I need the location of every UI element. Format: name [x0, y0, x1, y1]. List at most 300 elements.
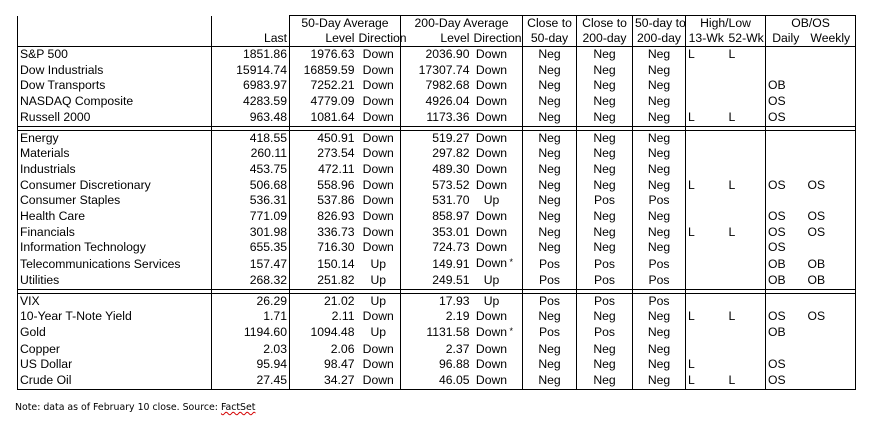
- weekly-value-text: OB: [807, 256, 826, 271]
- level200-value-text: 7982.68: [425, 78, 470, 93]
- row-name: [18, 256, 212, 273]
- wk52-value-text: L: [728, 109, 736, 124]
- row-name-text: Crude Oil: [20, 373, 72, 388]
- direction200-value: [472, 240, 523, 256]
- direction200-value-text: Down: [475, 324, 508, 339]
- close-to-50-top: Close to: [523, 16, 577, 32]
- direction200-value: [472, 256, 523, 273]
- direction50-value: [357, 342, 401, 358]
- wk13-value: [686, 256, 727, 273]
- daily-value-text: OB: [768, 325, 786, 340]
- daily-value: [766, 78, 806, 94]
- level50-value: [290, 273, 357, 289]
- direction50-value: [357, 130, 401, 146]
- last-value: [212, 357, 290, 373]
- level200-value: [401, 209, 472, 225]
- level200-value-text: 531.70: [432, 193, 470, 208]
- direction50-header: Direction: [358, 31, 407, 45]
- last-value-text: 15914.74: [236, 62, 287, 77]
- close-to-200-value-text: Pos: [594, 272, 616, 287]
- level200-value-text: 724.73: [432, 240, 470, 255]
- direction200-value: [472, 47, 523, 63]
- close-to-200-value-text: Neg: [593, 78, 616, 93]
- wk13-value: [686, 178, 727, 194]
- close-to-200-value-text: Neg: [593, 177, 616, 192]
- direction50-value: [357, 63, 401, 79]
- last-value-text: 2.03: [263, 341, 287, 356]
- level50-value: [290, 162, 357, 178]
- close-to-50-value-text: Neg: [538, 224, 561, 239]
- level50-value-text: 251.82: [317, 272, 355, 287]
- last-value: [212, 342, 290, 358]
- daily-value-text: OS: [768, 224, 786, 239]
- wk52-value: [727, 357, 766, 373]
- daily-value: [766, 309, 806, 325]
- level200-value: [401, 63, 472, 79]
- daily-value-text: OS: [768, 373, 786, 388]
- close-to-50-value: [523, 342, 577, 358]
- level200-value: [401, 78, 472, 94]
- close-to-200-value-text: Neg: [593, 109, 616, 124]
- direction200-value: [472, 209, 523, 225]
- d50-to-200-value-text: Neg: [647, 357, 671, 372]
- direction50-value: [357, 47, 401, 63]
- header-row-top: [18, 16, 856, 32]
- direction200-value: [472, 78, 523, 94]
- level50-value-text: 336.73: [317, 224, 355, 239]
- daily-value: [766, 325, 806, 342]
- last-value: [212, 193, 290, 209]
- wk13-value: [686, 209, 727, 225]
- wk52-value: [727, 325, 766, 342]
- level50-value-text: 2.06: [330, 341, 355, 356]
- table-row: [18, 240, 856, 256]
- close-to-50-value-text: Neg: [538, 94, 561, 109]
- direction50-value-text: Down: [362, 193, 394, 208]
- last-value-text: 418.55: [249, 130, 287, 145]
- level50-value-text: 21.02: [324, 293, 355, 308]
- last-value: [212, 293, 290, 309]
- table-row: [18, 225, 856, 241]
- row-name: [18, 373, 212, 389]
- level200-value: [401, 146, 472, 162]
- wk13-header: 13-Wk: [686, 31, 727, 47]
- direction200-value-text: Down: [475, 373, 508, 388]
- direction200-value: [472, 293, 523, 309]
- row-name: [18, 273, 212, 289]
- daily-value: [766, 94, 806, 110]
- close-to-50-value-text: Pos: [539, 293, 561, 308]
- footnote-star: *: [509, 257, 514, 268]
- d50-to-200-value: [633, 240, 686, 256]
- row-name: [18, 293, 212, 309]
- direction50-value-text: Down: [362, 373, 394, 388]
- table-row: [18, 130, 856, 146]
- d50-to-200-value-text: Pos: [648, 272, 670, 287]
- level200-value: [401, 178, 472, 194]
- table-row: [18, 325, 856, 342]
- row-name-text: Telecommunications Services: [20, 256, 181, 271]
- footnote-source: FactSet: [220, 402, 256, 413]
- highlow-group-header: High/Low: [686, 16, 766, 32]
- wk13-value-text: L: [688, 373, 695, 388]
- direction50-value-text: Down: [362, 240, 394, 255]
- d50-to-200-value: [633, 162, 686, 178]
- row-name-text: Utilities: [20, 272, 60, 287]
- level200-value: [401, 325, 472, 342]
- d50-to-200-value: [633, 94, 686, 110]
- row-name: [18, 209, 212, 225]
- close-to-50-value-text: Neg: [538, 47, 561, 61]
- wk52-value: [727, 293, 766, 309]
- direction200-value: [472, 94, 523, 110]
- level200-value-text: 573.52: [432, 177, 470, 192]
- close-to-50-value-text: Neg: [538, 357, 561, 372]
- d50-to-200-value: [633, 273, 686, 289]
- level50-value-text: 273.54: [317, 146, 355, 161]
- level200-value: [401, 373, 472, 389]
- d50-to-200-value-text: Neg: [647, 177, 671, 192]
- close-to-200-value: [577, 47, 633, 63]
- level200-value-text: 489.30: [432, 161, 470, 176]
- close-to-200-header: 200-day: [577, 31, 633, 47]
- wk13-value: [686, 78, 727, 94]
- avg50-group-header: 50-Day Average: [290, 16, 401, 32]
- close-to-50-value: [523, 178, 577, 194]
- technical-indicators-table: [17, 15, 856, 390]
- wk13-value: [686, 130, 727, 146]
- d50-to-200-value-text: Neg: [647, 130, 671, 145]
- wk13-value-text: L: [688, 109, 695, 124]
- level200-value: [401, 130, 472, 146]
- weekly-value: [806, 110, 856, 126]
- row-name: [18, 357, 212, 373]
- d50-to-200-value: [633, 357, 686, 373]
- close-to-200-value: [577, 325, 633, 342]
- level200-value-text: 2.37: [445, 341, 470, 356]
- direction50-value-text: Down: [362, 341, 394, 356]
- d50-to-200-value: [633, 193, 686, 209]
- close-to-200-value: [577, 162, 633, 178]
- wk13-value-text: L: [688, 47, 695, 61]
- level50-value: [290, 342, 357, 358]
- direction50-value: [357, 309, 401, 325]
- weekly-value: [806, 178, 856, 194]
- table-row: [18, 293, 856, 309]
- wk13-value: [686, 325, 727, 342]
- d50-to-200-value-text: Neg: [647, 62, 671, 77]
- wk13-value: [686, 47, 727, 63]
- direction200-value: [472, 357, 523, 373]
- wk52-value: [727, 178, 766, 194]
- last-value: [212, 273, 290, 289]
- footnote-star: *: [509, 325, 514, 336]
- last-value-text: 268.32: [249, 272, 287, 287]
- last-value-text: 1194.60: [243, 325, 287, 340]
- wk52-value: [727, 373, 766, 389]
- wk13-value: [686, 162, 727, 178]
- close-to-200-value: [577, 342, 633, 358]
- row-name: [18, 240, 212, 256]
- level50-value-text: 558.96: [317, 177, 355, 192]
- close-to-200-value-text: Neg: [593, 130, 616, 145]
- level200-value: [401, 193, 472, 209]
- wk13-value: [686, 342, 727, 358]
- level50-value: [290, 309, 357, 325]
- close-to-50-value: [523, 47, 577, 63]
- wk52-value-text: L: [728, 47, 736, 61]
- direction50-value: [357, 78, 401, 94]
- row-name: [18, 162, 212, 178]
- last-value-text: 453.75: [249, 161, 287, 176]
- close-to-200-value-text: Neg: [593, 224, 616, 239]
- daily-value: [766, 63, 806, 79]
- row-name-text: Consumer Staples: [20, 193, 121, 208]
- close-to-50-value: [523, 130, 577, 146]
- close-to-50-value-text: Neg: [538, 373, 561, 388]
- direction200-value: [472, 63, 523, 79]
- wk52-value: [727, 146, 766, 162]
- level50-value: [290, 325, 357, 342]
- weekly-value: [806, 373, 856, 389]
- d50-to-200-value-text: Neg: [647, 209, 671, 224]
- last-value-text: 6983.97: [242, 78, 287, 93]
- daily-value: [766, 273, 806, 289]
- close-to-200-value: [577, 357, 633, 373]
- row-name-text: US Dollar: [20, 357, 73, 372]
- direction50-value: [357, 162, 401, 178]
- direction200-value-text: Down: [475, 109, 508, 124]
- row-name-text: S&P 500: [20, 47, 68, 61]
- table-row: [18, 373, 856, 389]
- row-name: [18, 325, 212, 342]
- wk13-value: [686, 240, 727, 256]
- weekly-value-text: OS: [807, 309, 826, 324]
- last-value-text: 4283.59: [242, 94, 287, 109]
- level200-value: [401, 309, 472, 325]
- last-value-text: 536.31: [249, 193, 287, 208]
- wk52-value-text: L: [728, 224, 736, 239]
- daily-value-text: OB: [768, 256, 786, 271]
- level50-value: [290, 110, 357, 126]
- direction200-value-text: Down: [475, 224, 508, 239]
- level50-value: [290, 225, 357, 241]
- row-name: [18, 342, 212, 358]
- level200-value-text: 1131.58: [426, 325, 470, 340]
- table-row: [18, 193, 856, 209]
- wk13-value: [686, 293, 727, 309]
- level200-value-text: 17.93: [439, 293, 470, 308]
- close-to-50-value-text: Neg: [538, 146, 561, 161]
- row-name-text: VIX: [20, 293, 40, 308]
- row-name-text: Dow Transports: [20, 78, 106, 93]
- daily-header: Daily: [766, 31, 806, 47]
- wk52-value: [727, 63, 766, 79]
- table-row: [18, 47, 856, 63]
- table-row: [18, 162, 856, 178]
- daily-value-text: OB: [768, 272, 786, 287]
- level50-value: [290, 78, 357, 94]
- direction50-value: [357, 273, 401, 289]
- last-value: [212, 225, 290, 241]
- table-row: [18, 209, 856, 225]
- direction200-value: [472, 342, 523, 358]
- row-name: [18, 309, 212, 325]
- level50-value-text: 537.86: [317, 193, 355, 208]
- direction50-value-text: Down: [362, 47, 394, 61]
- direction200-value: [472, 309, 523, 325]
- table-row: [18, 357, 856, 373]
- direction200-value-text: Down: [475, 130, 508, 145]
- table-row: [18, 63, 856, 79]
- table-row: [18, 110, 856, 126]
- close-to-50-value: [523, 309, 577, 325]
- wk13-value: [686, 193, 727, 209]
- wk13-value: [686, 146, 727, 162]
- close-to-50-value-text: Neg: [538, 78, 561, 93]
- d50-to-200-value: [633, 146, 686, 162]
- table-row: [18, 256, 856, 273]
- d50-to-200-value: [633, 373, 686, 389]
- close-to-200-value-text: Neg: [593, 357, 616, 372]
- daily-value: [766, 47, 806, 63]
- level50-value: [290, 256, 357, 273]
- close-to-200-value-text: Pos: [594, 256, 616, 271]
- level200-value: [401, 94, 472, 110]
- d50-to-200-value-text: Neg: [647, 78, 671, 93]
- daily-value-text: OS: [768, 109, 786, 124]
- direction200-value: [472, 110, 523, 126]
- weekly-value: [806, 325, 856, 342]
- level200-header: Level: [401, 31, 472, 47]
- direction200-value-text: Down: [475, 341, 508, 356]
- direction50-value-text: Down: [362, 94, 394, 109]
- direction50-value: [357, 225, 401, 241]
- d50-to-200-value-text: Neg: [647, 109, 671, 124]
- last-value: [212, 63, 290, 79]
- table-body: [18, 47, 856, 390]
- wk52-value: [727, 130, 766, 146]
- direction200-value-text: Up: [483, 293, 500, 308]
- direction50-value-text: Down: [362, 224, 394, 239]
- level50-header: Level: [290, 31, 357, 47]
- close-to-200-value: [577, 273, 633, 289]
- direction50-value: [357, 293, 401, 309]
- direction50-value: [357, 256, 401, 273]
- close-to-200-value: [577, 256, 633, 273]
- level50-value: [290, 373, 357, 389]
- level50-value-text: 826.93: [317, 209, 355, 224]
- last-value-text: 95.94: [256, 357, 287, 372]
- last-value: [212, 78, 290, 94]
- wk52-value: [727, 162, 766, 178]
- d50-to-200-value-text: Neg: [647, 373, 671, 388]
- last-value: [212, 146, 290, 162]
- direction50-value: [357, 373, 401, 389]
- d50-to-200-value: [633, 225, 686, 241]
- footnote-text: Note: data as of February 10 close. Source:: [15, 402, 221, 413]
- last-value: [212, 325, 290, 342]
- weekly-value: [806, 78, 856, 94]
- daily-value-text: OS: [768, 240, 786, 255]
- weekly-value: [806, 256, 856, 273]
- wk52-value: [727, 94, 766, 110]
- level200-value-text: 858.97: [432, 209, 470, 224]
- wk52-value-text: L: [728, 373, 736, 388]
- d50-to-200-value: [633, 342, 686, 358]
- level200-value-text: 149.91: [432, 256, 470, 271]
- direction200-value: [472, 178, 523, 194]
- close-to-200-value: [577, 309, 633, 325]
- direction50-value-text: Up: [370, 256, 387, 271]
- last-value-text: 963.48: [249, 109, 287, 124]
- close-to-50-value-text: Neg: [538, 177, 561, 192]
- last-value: [212, 162, 290, 178]
- close-to-200-value-text: Neg: [593, 47, 616, 61]
- direction50-value-text: Down: [362, 161, 394, 176]
- level50-value: [290, 357, 357, 373]
- level200-value: [401, 273, 472, 289]
- level50-value: [290, 193, 357, 209]
- close-to-200-value-text: Neg: [593, 161, 616, 176]
- direction50-value-text: Down: [362, 177, 394, 192]
- direction200-value: [472, 273, 523, 289]
- direction200-value-text: Up: [483, 272, 500, 287]
- row-name: [18, 78, 212, 94]
- d50-to-200-value: [633, 309, 686, 325]
- d50-to-200-value-text: Neg: [647, 146, 671, 161]
- close-to-200-value: [577, 110, 633, 126]
- level200-value: [401, 240, 472, 256]
- weekly-header: Weekly: [806, 31, 856, 47]
- wk52-value: [727, 209, 766, 225]
- direction50-value-text: Down: [362, 62, 394, 77]
- close-to-50-value-text: Neg: [538, 209, 561, 224]
- table-row: [18, 94, 856, 110]
- daily-value: [766, 130, 806, 146]
- direction50-value: [357, 357, 401, 373]
- row-name: [18, 110, 212, 126]
- direction200-value-text: Down: [475, 209, 508, 224]
- close-to-200-value: [577, 193, 633, 209]
- wk13-value: [686, 110, 727, 126]
- weekly-value: [806, 209, 856, 225]
- d50-to-200-value: [633, 256, 686, 273]
- level50-value-text: 34.27: [324, 373, 355, 388]
- level200-value-text: 2036.90: [425, 47, 470, 61]
- weekly-value: [806, 293, 856, 309]
- close-to-50-header: 50-day: [523, 31, 577, 47]
- level50-value-text: 7252.21: [310, 78, 355, 93]
- close-to-50-value-text: Pos: [539, 325, 561, 340]
- weekly-value: [806, 146, 856, 162]
- direction200-header: Direction: [473, 31, 522, 45]
- level50-value: [290, 178, 357, 194]
- row-name: [18, 225, 212, 241]
- weekly-value: [806, 225, 856, 241]
- last-value-text: 1.71: [263, 309, 287, 324]
- level50-value: [290, 209, 357, 225]
- weekly-value: [806, 130, 856, 146]
- daily-value: [766, 209, 806, 225]
- daily-value-text: OS: [768, 94, 786, 109]
- direction200-value-text: Down: [475, 161, 508, 176]
- level200-value-text: 17307.74: [418, 62, 470, 77]
- level50-value-text: 2.11: [331, 309, 355, 324]
- level50-value-text: 450.91: [317, 130, 355, 145]
- last-value-text: 1851.86: [242, 47, 287, 61]
- row-name: [18, 178, 212, 194]
